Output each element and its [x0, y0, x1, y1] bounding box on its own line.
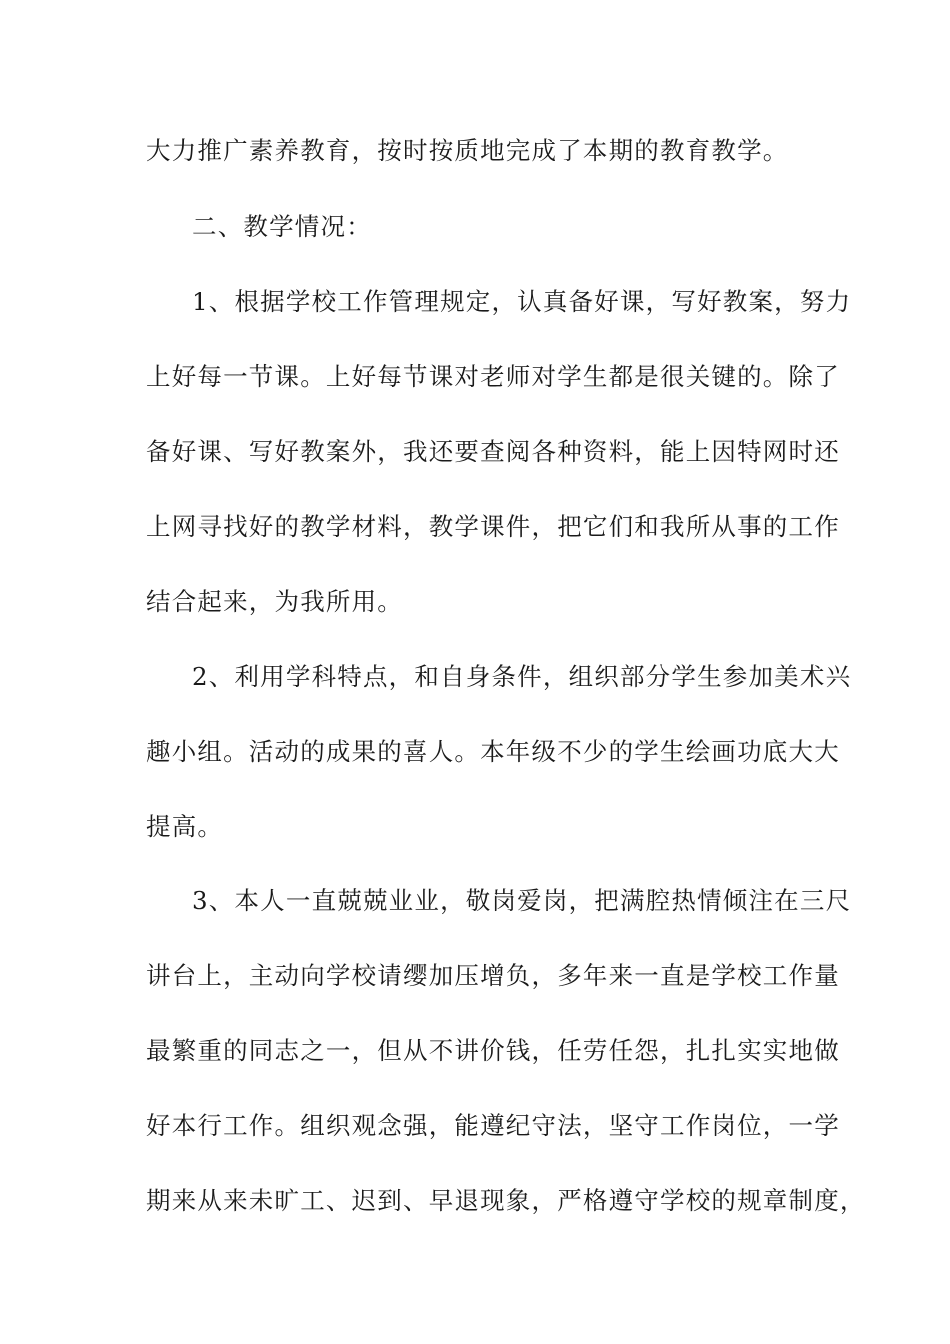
text-line: 结合起来，为我所用。: [146, 587, 403, 616]
text-line: 上好每一节课。上好每节课对老师对学生都是很关键的。除了: [146, 362, 840, 391]
text-line: 提高。: [146, 812, 224, 841]
text-line: 上网寻找好的教学材料，教学课件，把它们和我所从事的工作: [146, 512, 840, 541]
text-line: 讲台上，主动向学校请缨加压增负，多年来一直是学校工作量: [146, 961, 840, 990]
section-heading: 二、教学情况：: [192, 212, 372, 241]
text-line: 最繁重的同志之一，但从不讲价钱，任劳任怨，扎扎实实地做: [146, 1036, 840, 1065]
text-line: 好本行工作。组织观念强，能遵纪守法，坚守工作岗位，一学: [146, 1111, 840, 1140]
text-line: 1、根据学校工作管理规定，认真备好课，写好教案，努力: [192, 287, 852, 316]
text-line: 期来从来未旷工、迟到、早退现象，严格遵守学校的规章制度，: [146, 1186, 866, 1215]
text-line: 2、利用学科特点，和自身条件，组织部分学生参加美术兴: [192, 662, 852, 691]
text-line: 备好课、写好教案外，我还要查阅各种资料，能上因特网时还: [146, 437, 840, 466]
text-line: 趣小组。活动的成果的喜人。本年级不少的学生绘画功底大大: [146, 737, 840, 766]
text-line: 大力推广素养教育，按时按质地完成了本期的教育教学。: [146, 136, 789, 165]
text-line: 3、本人一直兢兢业业，敬岗爱岗，把满腔热情倾注在三尺: [192, 886, 852, 915]
